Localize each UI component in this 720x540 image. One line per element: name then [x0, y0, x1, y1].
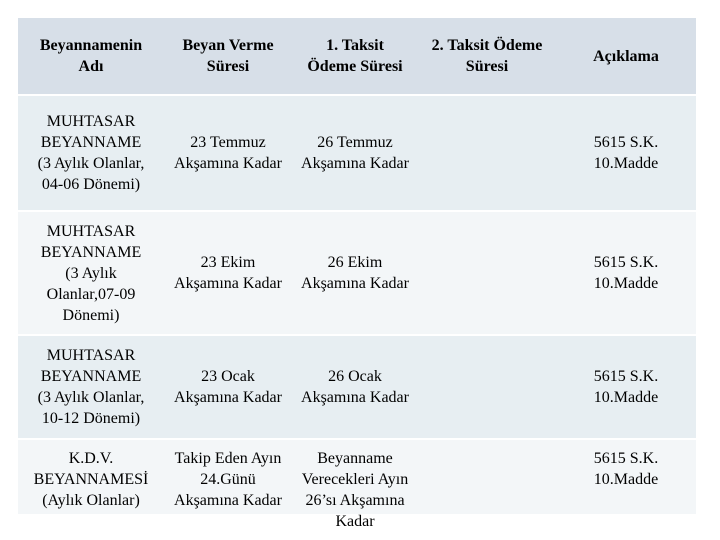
- row2-declaration-name: MUHTASAR BEYANNAME (3 Aylık Olanlar,07-09 Dönemi): [18, 212, 164, 336]
- row4-second-installment: [418, 440, 556, 516]
- row3-first-installment: 26 Ocak Akşamına Kadar: [292, 336, 418, 440]
- row1-first-installment: 26 Temmuz Akşamına Kadar: [292, 96, 418, 212]
- row4-filing-period: Takip Eden Ayın 24.Günü Akşamına Kadar: [164, 440, 292, 516]
- row3-declaration-name: MUHTASAR BEYANNAME (3 Aylık Olanlar, 10-12 Dönemi): [18, 336, 164, 440]
- header-filing-period: Beyan Verme Süresi: [164, 18, 292, 96]
- row4-explanation: 5615 S.K. 10.Madde: [556, 440, 696, 516]
- row3-explanation: 5615 S.K. 10.Madde: [556, 336, 696, 440]
- row1-second-installment: [418, 96, 556, 212]
- header-second-installment: 2. Taksit Ödeme Süresi: [418, 18, 556, 96]
- row1-filing-period: 23 Temmuz Akşamına Kadar: [164, 96, 292, 212]
- row4-first-installment: Beyanname Verecekleri Ayın 26’sı Akşamına Kadar: [292, 440, 418, 516]
- tax-deadline-table: [18, 18, 696, 530]
- row3-second-installment: [418, 336, 556, 440]
- header-explanation: Açıklama: [556, 18, 696, 96]
- row4-declaration-name: K.D.V. BEYANNAMESİ (Aylık Olanlar): [18, 440, 164, 516]
- row2-explanation: 5615 S.K. 10.Madde: [556, 212, 696, 336]
- row1-declaration-name: MUHTASAR BEYANNAME (3 Aylık Olanlar, 04-06 Dönemi): [18, 96, 164, 212]
- header-declaration-name: Beyannamenin Adı: [18, 18, 164, 96]
- row2-second-installment: [418, 212, 556, 336]
- row2-first-installment: 26 Ekim Akşamına Kadar: [292, 212, 418, 336]
- row2-filing-period: 23 Ekim Akşamına Kadar: [164, 212, 292, 336]
- row3-filing-period: 23 Ocak Akşamına Kadar: [164, 336, 292, 440]
- header-first-installment: 1. Taksit Ödeme Süresi: [292, 18, 418, 96]
- row1-explanation: 5615 S.K. 10.Madde: [556, 96, 696, 212]
